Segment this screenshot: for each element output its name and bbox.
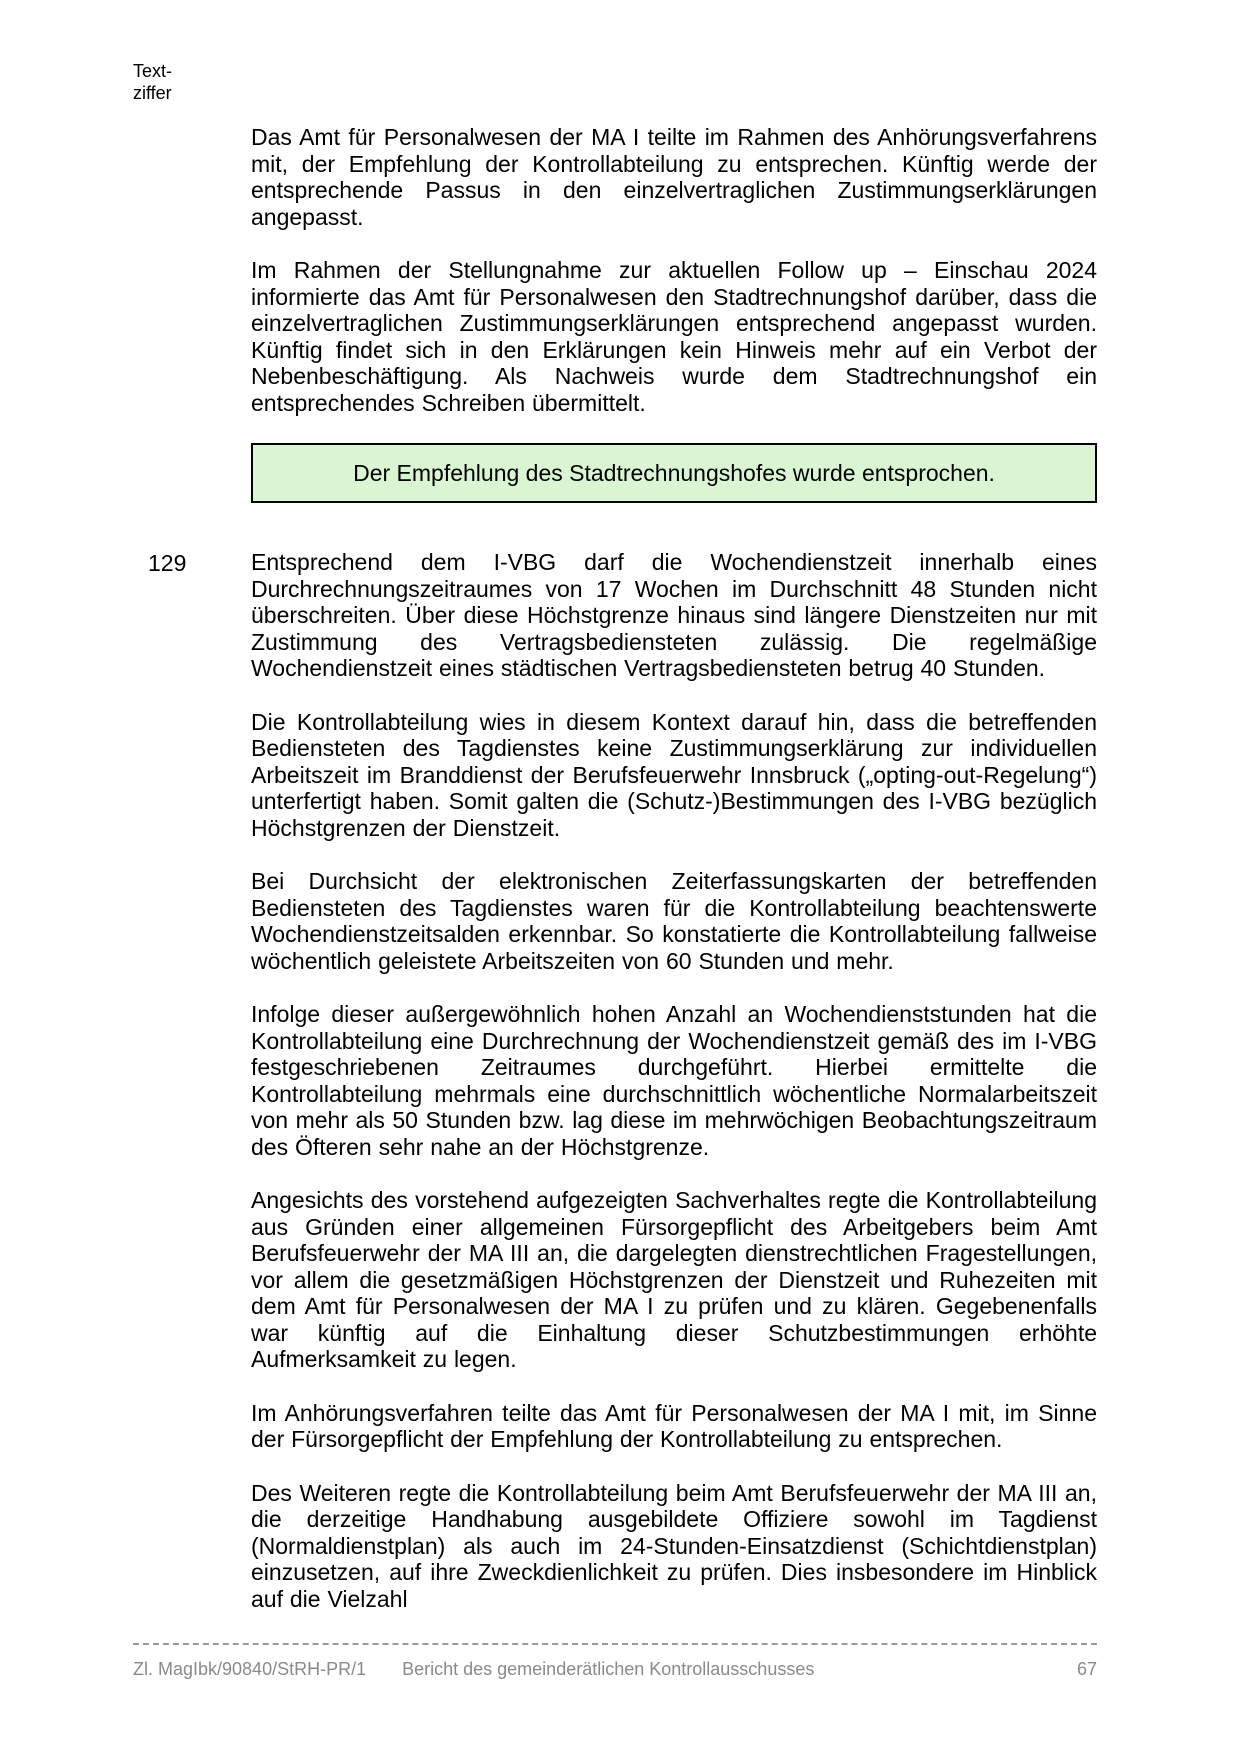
recommendation-result-text: Der Empfehlung des Stadtrechnungshofes wurde entsprochen. — [353, 459, 995, 486]
paragraph-anhoerungsverfahren-ma1: Das Amt für Personalwesen der MA I teilte im Rahmen des Anhörungsverfahrens mit, der Empfehlung der Kontrollabteilung zu entsprechen. Künftig werde der entsprechende Passus in den einzelvertraglichen Zustimmungserklärungen angepasst. — [251, 124, 1097, 230]
textziffer-header-line2: ziffer — [133, 83, 172, 103]
paragraph-fuersorgepflicht-empfehlung: Angesichts des vorstehend aufgezeigten Sachverhaltes regte die Kontrollabteilung aus Gründen einer allgemeinen Fürsorgepflicht des Arbeitgebers beim Amt Berufsfeuerwehr der MA III an, die dargelegten dienstrechtlichen Fragestellungen, vor allem die gesetzmäßigen Höchstgrenzen der Dienstzeit und Ruhezeiten mit dem Amt für Personalwesen der MA I zu prüfen und zu klären. Gegebenenfalls war künftig auf die Einhaltung dieser Schutzbestimmungen erhöhte Aufmerksamkeit zu legen. — [251, 1187, 1097, 1372]
paragraph-zeiterfassungskarten: Bei Durchsicht der elektronischen Zeiterfassungskarten der betreffenden Bediensteten des Tagdienstes waren für die Kontrollabteilung beachtenswerte Wochendienstzeitsalden erkennbar. So konstatierte die Kontrollabteilung fallweise wöchentlich geleistete Arbeitszeiten von 60 Stunden und mehr. — [251, 868, 1097, 974]
document-body — [148, 124, 1097, 1639]
paragraph-offiziere-dienstplan: Des Weiteren regte die Kontrollabteilung beim Amt Berufsfeuerwehr der MA III an, die derzeitige Handhabung ausgebildete Offiziere sowohl im Tagdienst (Normaldienstplan) als auch im 24-Stunden-Einsatzdienst (Schichtdienstplan) einzusetzen, auf ihre Zweckdienlichkeit zu prüfen. Dies insbesondere im Hinblick auf die Vielzahl — [251, 1479, 1097, 1612]
textziffer-header-line1: Text- — [133, 61, 173, 81]
paragraph-anhoerungsverfahren-antwort: Im Anhörungsverfahren teilte das Amt für Personalwesen der MA I mit, im Sinne der Fürsorgepflicht der Empfehlung der Kontrollabteilung zu entsprechen. — [251, 1399, 1097, 1452]
paragraph-durchrechnung-wochendienstzeit: Infolge dieser außergewöhnlich hohen Anzahl an Wochendienststunden hat die Kontrollabteilung eine Durchrechnung der Wochendienstzeit gemäß des im I-VBG festgeschriebenen Zeitraumes durchgeführt. Hierbei ermittelte die Kontrollabteilung mehrmals eine durchschnittlich wöchentliche Normalarbeitszeit von mehr als 50 Stunden bzw. lag diese im mehrwöchigen Beobachtungszeitraum des Öfteren sehr nahe an der Höchstgrenze. — [251, 1001, 1097, 1160]
paragraph-followup-einschau-2024: Im Rahmen der Stellungnahme zur aktuellen Follow up – Einschau 2024 informierte das Amt für Personalwesen den Stadtrechnungshof darüber, dass die einzelvertraglichen Zustimmungserklärungen entsprechend angepasst wurden. Künftig findet sich in den Erklärungen kein Hinweis mehr auf ein Verbot der Nebenbeschäftigung. Als Nachweis wurde dem Stadtrechnungshof ein entsprechendes Schreiben übermittelt. — [251, 257, 1097, 416]
page-footer — [133, 1636, 1097, 1680]
paragraph-ivbg-wochendienstzeit: Entsprechend dem I-VBG darf die Wochendienstzeit innerhalb eines Durchrechnungszeitraumes von 17 Wochen im Durchschnitt 48 Stunden nicht überschreiten. Über diese Höchstgrenze hinaus sind längere Dienstzeiten nur mit Zustimmung des Vertragsbediensteten zulässig. Die regelmäßige Wochendienstzeit eines städtischen Vertragsbediensteten betrug 40 Stunden. — [251, 549, 1097, 681]
textziffer-129-block — [148, 549, 1097, 682]
textziffer-number: 129 — [148, 550, 187, 576]
footer-report-title: Bericht des gemeinderätlichen Kontrollausschusses — [402, 1659, 815, 1679]
textziffer-column-header — [133, 60, 172, 104]
footer-page-number: 67 — [1076, 1659, 1097, 1679]
recommendation-result-box — [251, 443, 1097, 503]
footer-reference-number: Zl. MagIbk/90840/StRH-PR/1 — [133, 1659, 367, 1679]
paragraph-kontrollabteilung-kontext: Die Kontrollabteilung wies in diesem Kontext darauf hin, dass die betreffenden Bediensteten des Tagdienstes keine Zustimmungserklärung zur individuellen Arbeitszeit im Branddienst der Berufsfeuerwehr Innsbruck („opting-out-Regelung“) unterfertigt haben. Somit galten die (Schutz-)Bestimmungen des I-VBG bezüglich Höchstgrenzen der Dienstzeit. — [251, 708, 1097, 841]
footer-row — [133, 1658, 1097, 1680]
footer-dashed-divider — [133, 1643, 1097, 1645]
